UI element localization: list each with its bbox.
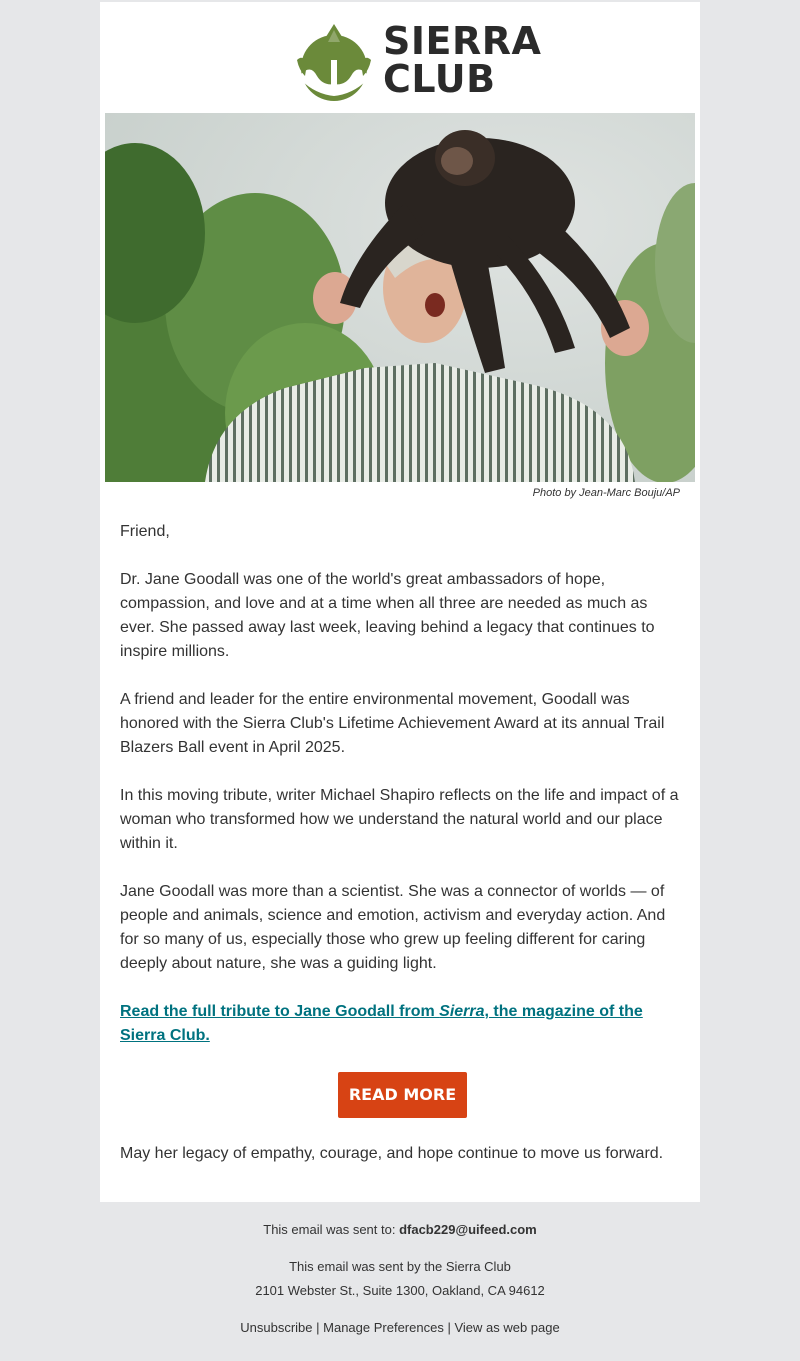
separator: | [443,1320,455,1335]
greeting: Friend, [120,523,170,540]
logo-line-2: CLUB [383,57,496,101]
sent-by: This email was sent by the Sierra Club [289,1259,511,1274]
paragraph-4: Jane Goodall was more than a scientist. She was a connector of worlds — of people and animals, science and emotion, activism and everyday action. And for so many of us, especially those who grew up feeling different for caring deeply about nature, she was a guiding light. [120,883,666,972]
footer-links [0,1316,800,1340]
separator: | [312,1320,324,1335]
hero-image [105,113,695,482]
link-italic: Sierra [439,1003,485,1020]
view-web-page-link[interactable]: View as web page [454,1320,560,1335]
read-more-button[interactable]: READ MORE [338,1072,467,1118]
email-card [100,2,700,1202]
full-tribute-link[interactable] [120,1003,643,1044]
link-suffix: , the magazine of the Sierra Club. [120,1003,643,1044]
unsubscribe-link[interactable]: Unsubscribe [240,1320,313,1335]
manage-preferences-link[interactable]: Manage Preferences [323,1320,444,1335]
email-body [120,520,685,1190]
paragraph-2: A friend and leader for the entire environmental movement, Goodall was honored with the Sierra Club's Lifetime Achievement Award at its annual Trail Blazers Ball event in April 2025. [120,691,665,756]
recipient-email: dfacb229@uifeed.com [399,1222,537,1237]
closing-paragraph: May her legacy of empathy, courage, and hope continue to move us forward. [120,1145,664,1162]
mailing-address: 2101 Webster St., Suite 1300, Oakland, CA 94612 [255,1283,545,1298]
paragraph-1: Dr. Jane Goodall was one of the world's great ambassadors of hope, compassion, and love and at a time when all three are needed as much as ever. She passed away last week, leaving behind a legacy that continues to inspire millions. [120,571,655,660]
paragraph-3: In this moving tribute, writer Michael Shapiro reflects on the life and impact of a woman who transformed how we understand the natural world and our place within it. [120,787,679,852]
photo-caption: Photo by Jean-Marc Bouju/AP [532,487,680,499]
email-footer [0,1218,800,1340]
sierra-club-logo[interactable] [100,2,700,112]
sent-to-label: This email was sent to: [263,1222,400,1237]
tree-logo-icon [293,24,375,102]
logo-wordmark [383,19,542,101]
logo-line-1: SIERRA [383,19,542,63]
hero-photo[interactable] [105,113,695,482]
sent-to-row [0,1218,800,1242]
link-prefix: Read the full tribute to Jane Goodall from [120,1003,440,1020]
